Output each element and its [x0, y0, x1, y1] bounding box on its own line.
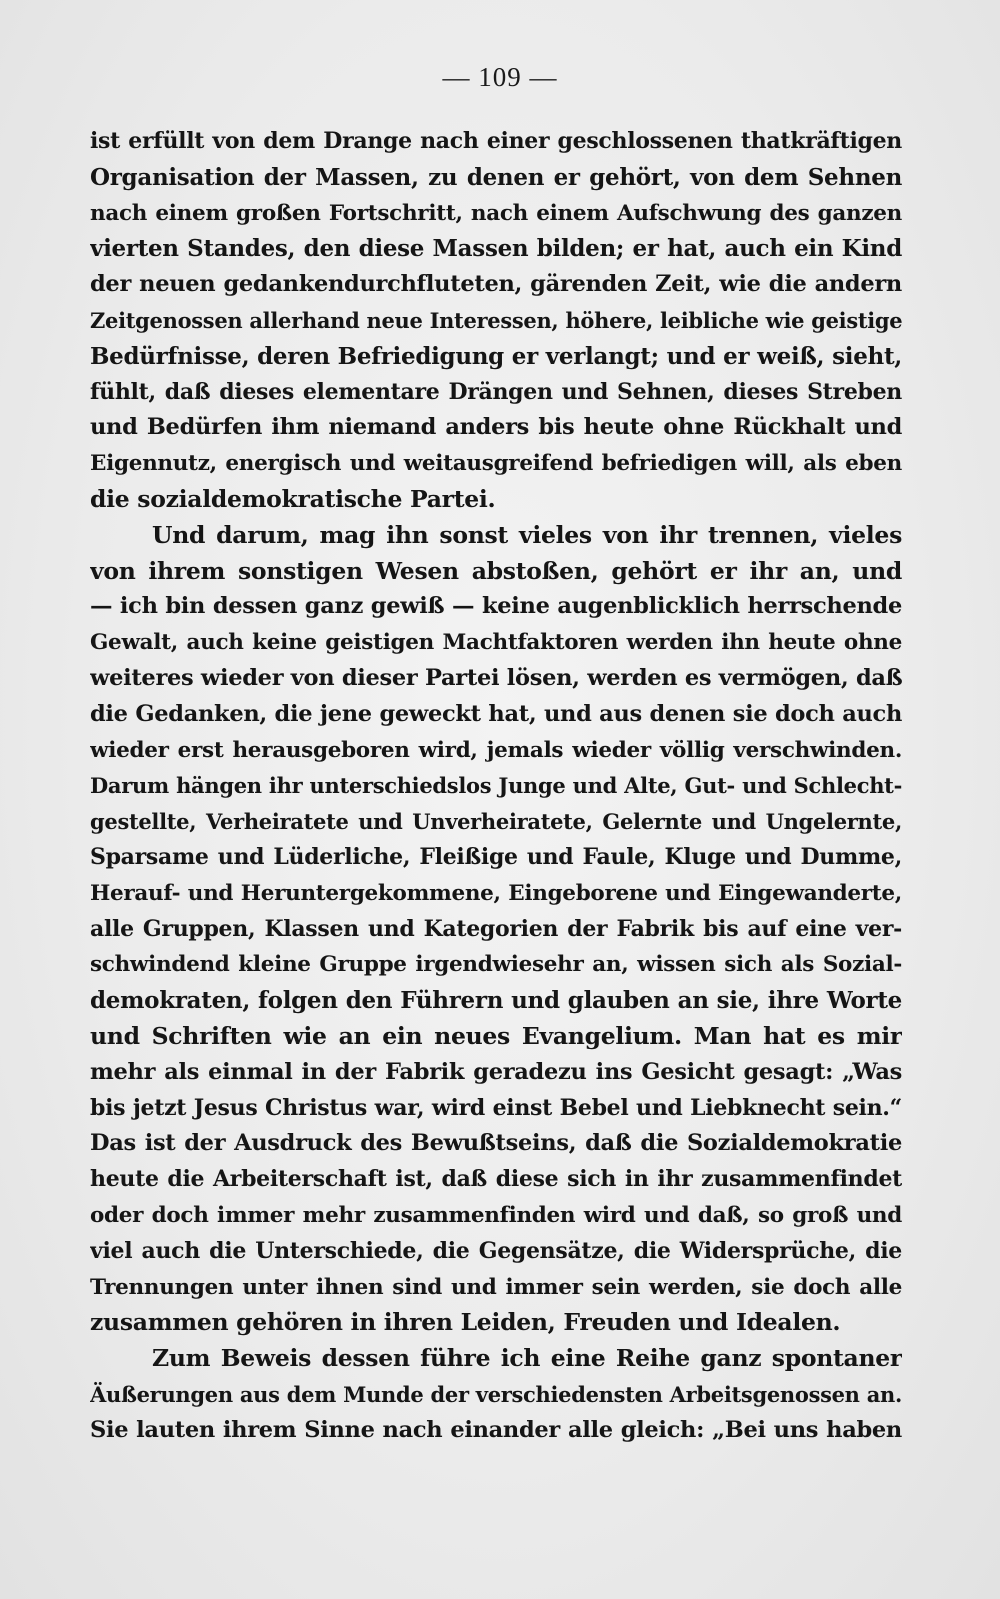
text-line: Äußerungen aus dem Munde der verschiedensten Arbeitsgenossen an. — [90, 1381, 902, 1407]
text-line: fühlt, daß dieses elementare Drängen und Sehnen, dieses Streben — [90, 378, 902, 405]
text-line: der neuen gedankendurchfluteten, gärenden Zeit, wie die andern — [90, 271, 902, 298]
text-line: Zum Beweis dessen führe ich eine Reihe ganz spontaner — [152, 1344, 902, 1373]
text-line: schwindend kleine Gruppe irgendwiesehr an, wissen sich als Sozial- — [90, 952, 902, 978]
text-line: demokraten, folgen den Führern und glauben an sie, ihre Worte — [90, 987, 902, 1015]
text-line: viel auch die Unterschiede, die Gegensätze, die Widersprüche, die — [90, 1237, 902, 1264]
text-line: zusammen gehören in ihren Leiden, Freuden und Idealen. — [90, 1308, 841, 1337]
text-line: Zeitgenossen allerhand neue Interessen, höhere, leibliche wie geistige — [90, 307, 902, 333]
text-line: nach einem großen Fortschritt, nach einem Aufschwung des ganzen — [90, 200, 902, 226]
text-line: Eigennutz, energisch und weitausgreifend befriedigen will, als eben — [90, 451, 902, 477]
text-line: gestellte, Verheiratete und Unverheiratete, Gelernte und Ungelernte, — [90, 809, 902, 835]
text-line: von ihrem sonstigen Wesen abstoßen, gehört er ihr an, und — [90, 556, 902, 585]
text-line: Bedürfnisse, deren Befriedigung er verlangt; und er weiß, sieht, — [90, 342, 902, 370]
text-line: bis jetzt Jesus Christus war, wird einst Bebel und Liebknecht sein.“ — [90, 1094, 902, 1121]
text-line: Und darum, mag ihn sonst vieles von ihr trennen, vieles — [152, 520, 902, 549]
text-line: Darum hängen ihr unterschiedslos Junge und Alte, Gut- und Schlecht- — [90, 773, 902, 799]
text-line: die sozialdemokratische Partei. — [90, 484, 496, 513]
text-line: und Schriften wie an ein neues Evangelium. Man hat es mir — [90, 1021, 902, 1050]
text-line: oder doch immer mehr zusammenfinden wird und daß, so groß und — [90, 1202, 902, 1228]
text-line: Sparsame und Lüderliche, Fleißige und Faule, Kluge und Dumme, — [90, 843, 902, 870]
text-line: — ich bin dessen ganz gewiß — keine augenblicklich herrschende — [90, 593, 902, 620]
text-line: mehr als einmal in der Fabrik geradezu ins Gesicht gesagt: „Was — [90, 1058, 902, 1085]
text-line: Organisation der Massen, zu denen er gehört, von dem Sehnen — [90, 163, 902, 191]
text-line: weiteres wieder von dieser Partei lösen, werden es vermögen, daß — [90, 664, 902, 691]
body-text — [90, 124, 902, 1448]
text-line: alle Gruppen, Klassen und Kategorien der Fabrik bis auf eine ver- — [90, 915, 902, 942]
text-line: die Gedanken, die jene geweckt hat, und aus denen sie doch auch — [90, 700, 902, 727]
text-line: ist erfüllt von dem Drange nach einer geschlossenen thatkräftigen — [90, 128, 902, 154]
text-line: wieder erst herausgeboren wird, jemals wieder völlig verschwinden. — [90, 737, 902, 763]
text-line: Sie lauten ihrem Sinne nach einander alle gleich: „Bei uns haben — [90, 1416, 902, 1443]
text-line: Herauf- und Heruntergekommene, Eingeborene und Eingewanderte, — [90, 880, 902, 906]
text-line: Trennungen unter ihnen sind und immer sein werden, sie doch alle — [90, 1274, 902, 1300]
text-line: heute die Arbeiterschaft ist, daß diese sich in ihr zusammenfindet — [90, 1166, 902, 1193]
text-line: Das ist der Ausdruck des Bewußtseins, daß die Sozialdemokratie — [90, 1130, 902, 1157]
text-line: vierten Standes, den diese Massen bilden; er hat, auch ein Kind — [90, 235, 902, 263]
text-line: Gewalt, auch keine geistigen Machtfaktoren werden ihn heute ohne — [90, 630, 902, 656]
text-line: und Bedürfen ihm niemand anders bis heute ohne Rückhalt und — [90, 414, 902, 441]
page-number: — 109 — — [442, 62, 558, 92]
